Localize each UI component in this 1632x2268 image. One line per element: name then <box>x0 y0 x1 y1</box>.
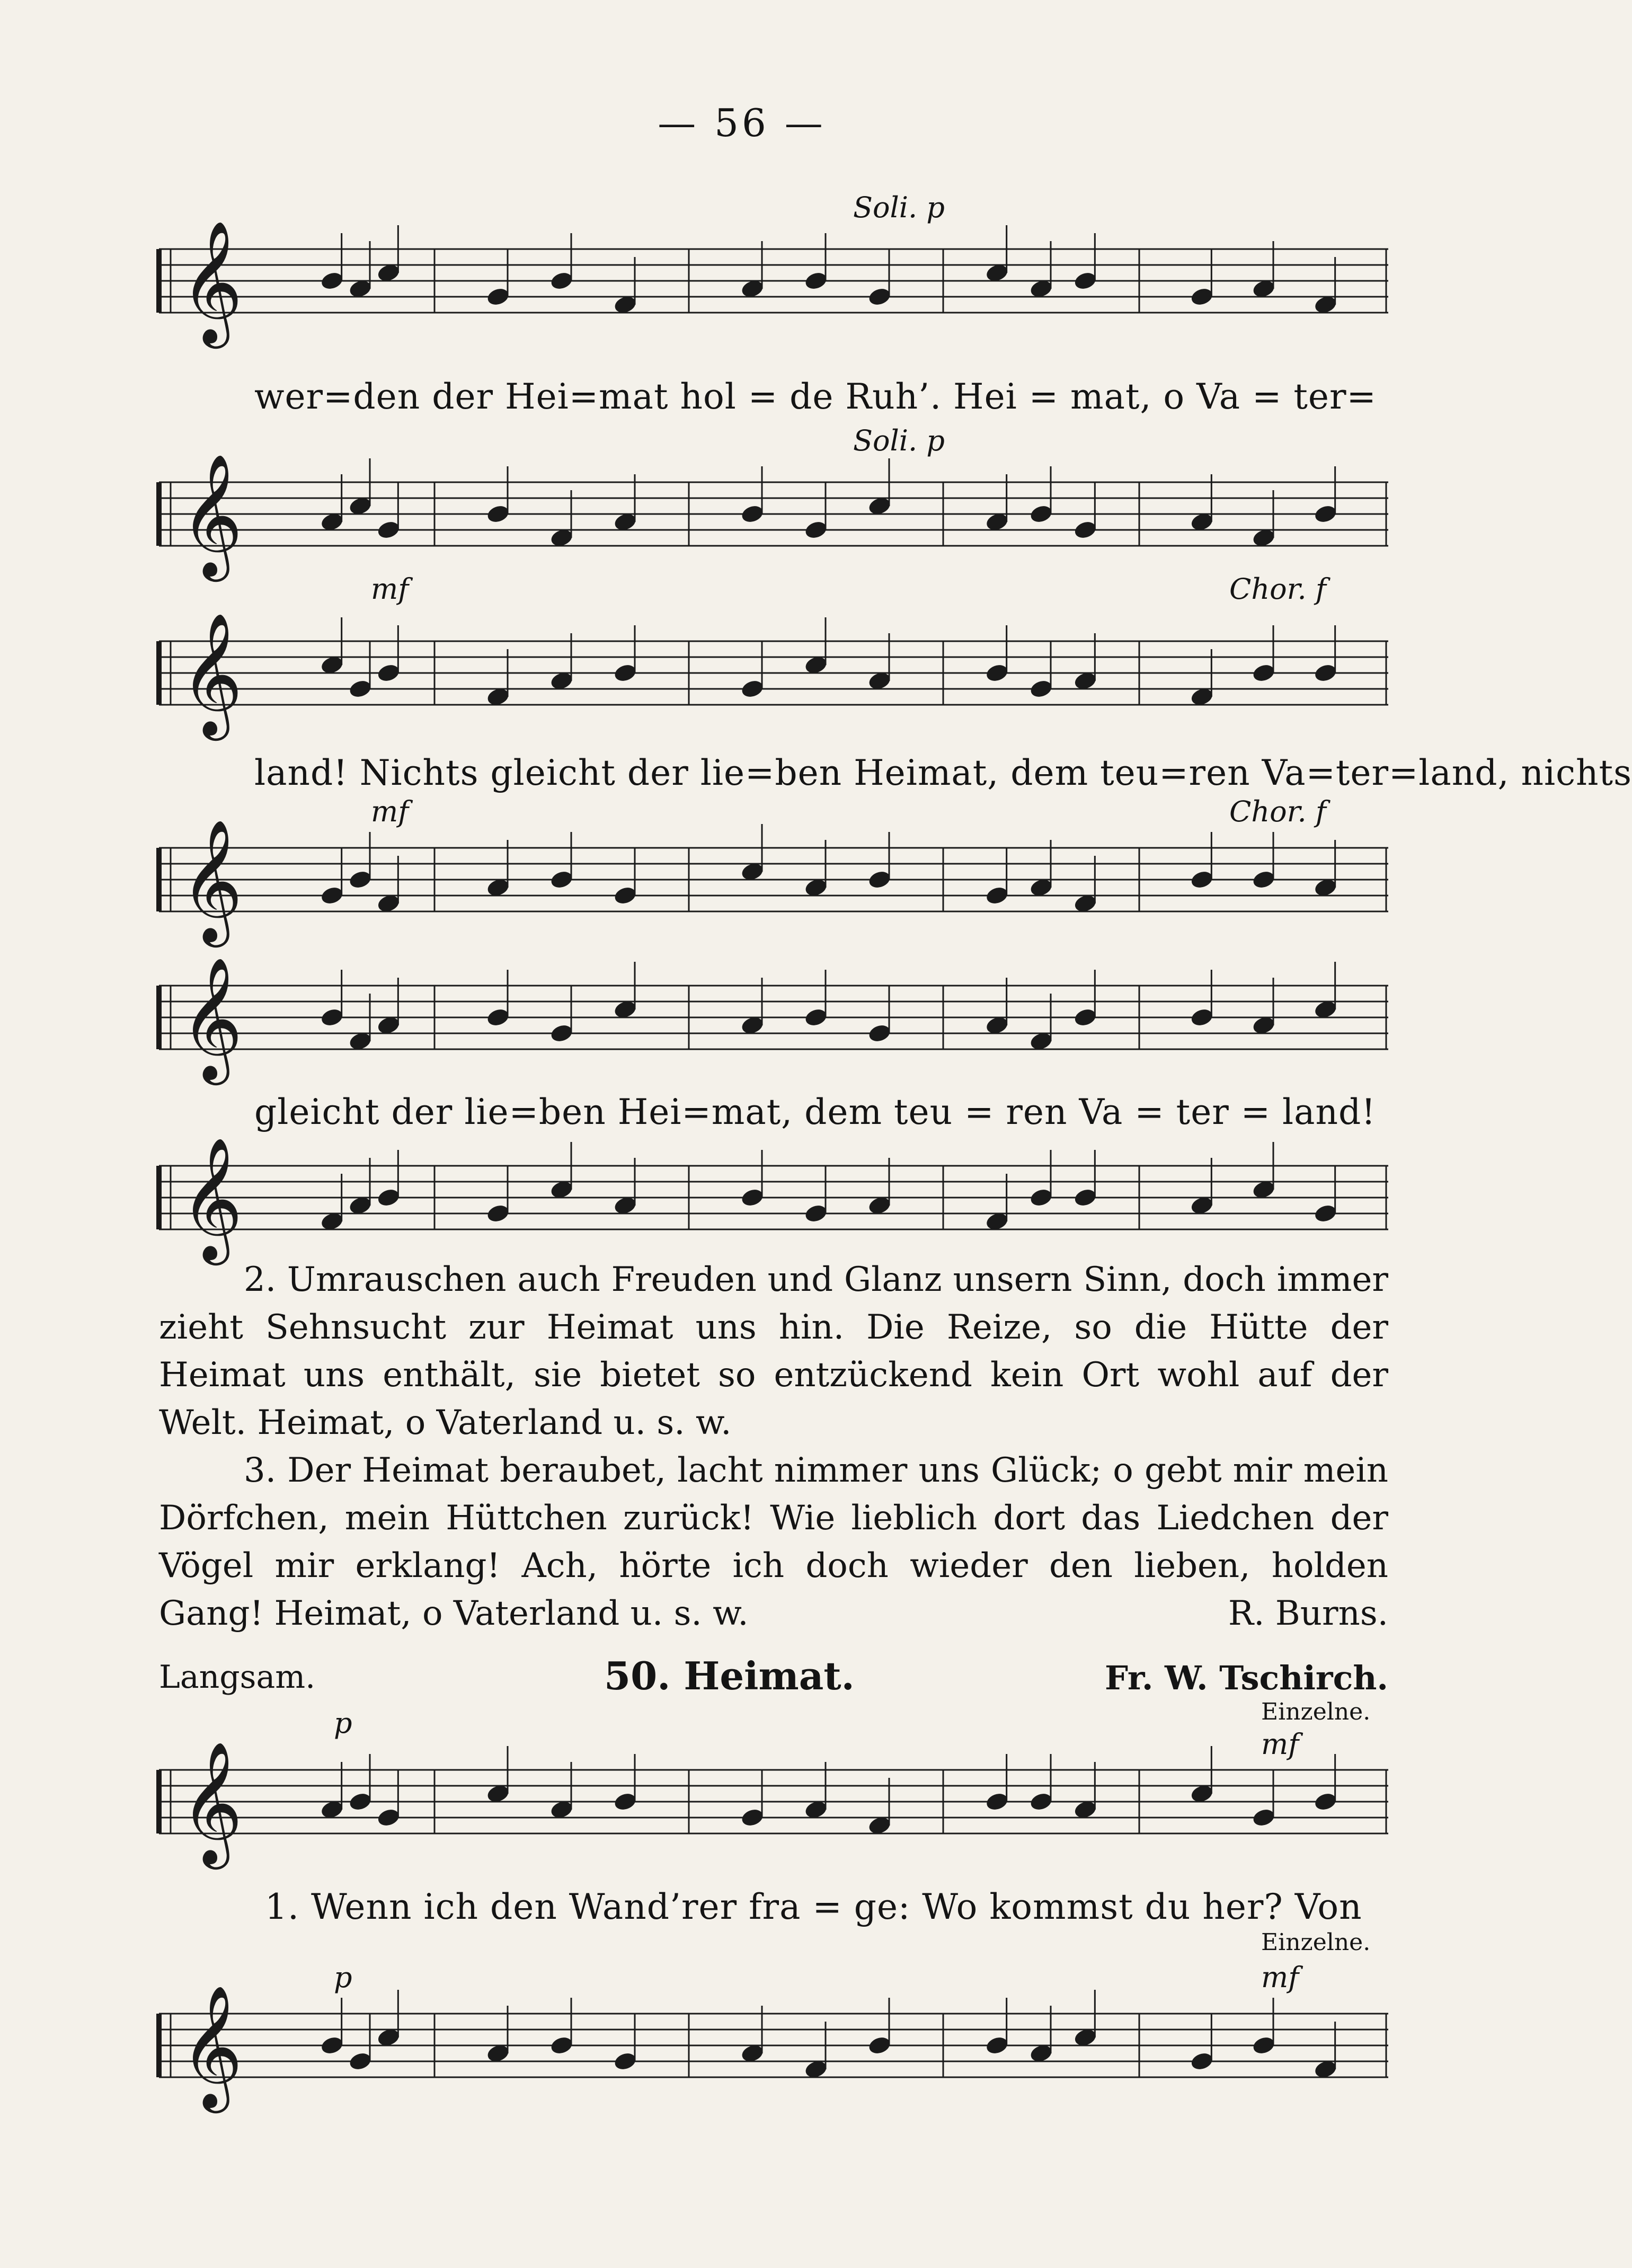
label-einzelne-top: Einzelne. <box>1261 1698 1371 1725</box>
music-system-3 <box>159 938 1388 1260</box>
dynamic-chor-bottom: Chor. f <box>1229 795 1326 828</box>
staff-upper <box>159 220 1388 350</box>
lyrics-line-2: land! Nichts gleicht der lie=ben Heimat, dem teu=ren Va=ter=land, nichts <box>254 752 1632 793</box>
svg-text:𝄞: 𝄞 <box>180 453 243 577</box>
svg-text:𝄞: 𝄞 <box>180 1137 243 1260</box>
page-number: — 56 — <box>658 101 826 145</box>
music-system-1 <box>159 191 1388 577</box>
staff-upper <box>159 1743 1388 1871</box>
svg-text:𝄞: 𝄞 <box>180 612 243 736</box>
music-system-4 <box>159 1698 1388 2242</box>
svg-text:𝄞: 𝄞 <box>180 220 243 343</box>
author: R. Burns. <box>1228 1594 1388 1633</box>
svg-text:𝄞: 𝄞 <box>180 819 243 942</box>
staff-lower <box>159 1139 1388 1266</box>
staff-lower <box>159 1984 1388 2114</box>
svg-text:𝄞: 𝄞 <box>180 956 243 1080</box>
label-einzelne-bottom: Einzelne. <box>1261 1929 1371 1956</box>
staff-upper <box>159 612 1388 742</box>
composer: Fr. W. Tschirch. <box>1104 1659 1388 1697</box>
lyrics-song50: 1. Wenn ich den Wand’rer fra = ge: Wo kommst du her? Von <box>265 1886 1362 1927</box>
dynamic-mf-top: mf <box>371 572 409 606</box>
svg-text:𝄞: 𝄞 <box>180 1984 243 2108</box>
dynamic-mf-top-50: mf <box>1261 1727 1299 1761</box>
dynamic-p-top: p <box>334 1706 352 1740</box>
dynamic-mf-bottom-50: mf <box>1261 1961 1299 1994</box>
dynamic-p-bottom: p <box>334 1961 352 1994</box>
staff-lower <box>159 821 1388 949</box>
tempo-marking: Langsam. <box>159 1659 316 1696</box>
music-system-2 <box>159 572 1632 942</box>
dynamic-soli-top: Soli. p <box>853 191 945 224</box>
staff-upper <box>159 956 1388 1086</box>
verses-block <box>159 1256 1388 1637</box>
dynamic-soli-bottom: Soli. p <box>853 424 945 457</box>
verse-2: 2. Umrauschen auch Freuden und Glanz unsern Sinn, doch immer zieht Sehnsucht zur Heimat uns hin. Die Reize, so die Hütte der Heimat uns enthält, sie bietet so entzückend kein Ort wohl auf der Welt. Heimat, o Vaterland u. s. w. <box>159 1260 1388 1442</box>
dynamic-mf-bottom: mf <box>371 795 409 828</box>
lyrics-line-3: gleicht der lie=ben Hei=mat, dem teu = ren Va = ter = land! <box>254 1092 1376 1132</box>
staff-lower <box>159 453 1388 583</box>
song-header <box>159 1653 1388 1701</box>
verse-3: 3. Der Heimat beraubet, lacht nimmer uns Glück; o gebt mir mein Dörfchen, mein Hüttchen zurück! Wie lieblich dort das Liedchen der Vögel mir erklang! Ach, hörte ich doch wieder den lieben, holden Gang! Heimat, o Vaterland u. s. w. <box>159 1451 1388 1633</box>
lyrics-line-1: wer=den der Hei=mat hol = de Ruh’. Hei = mat, o Va = ter= <box>254 376 1377 417</box>
song-title: 50. Heimat. <box>604 1653 855 1698</box>
dynamic-chor-top: Chor. f <box>1229 572 1326 606</box>
svg-text:𝄞: 𝄞 <box>180 1741 243 1864</box>
